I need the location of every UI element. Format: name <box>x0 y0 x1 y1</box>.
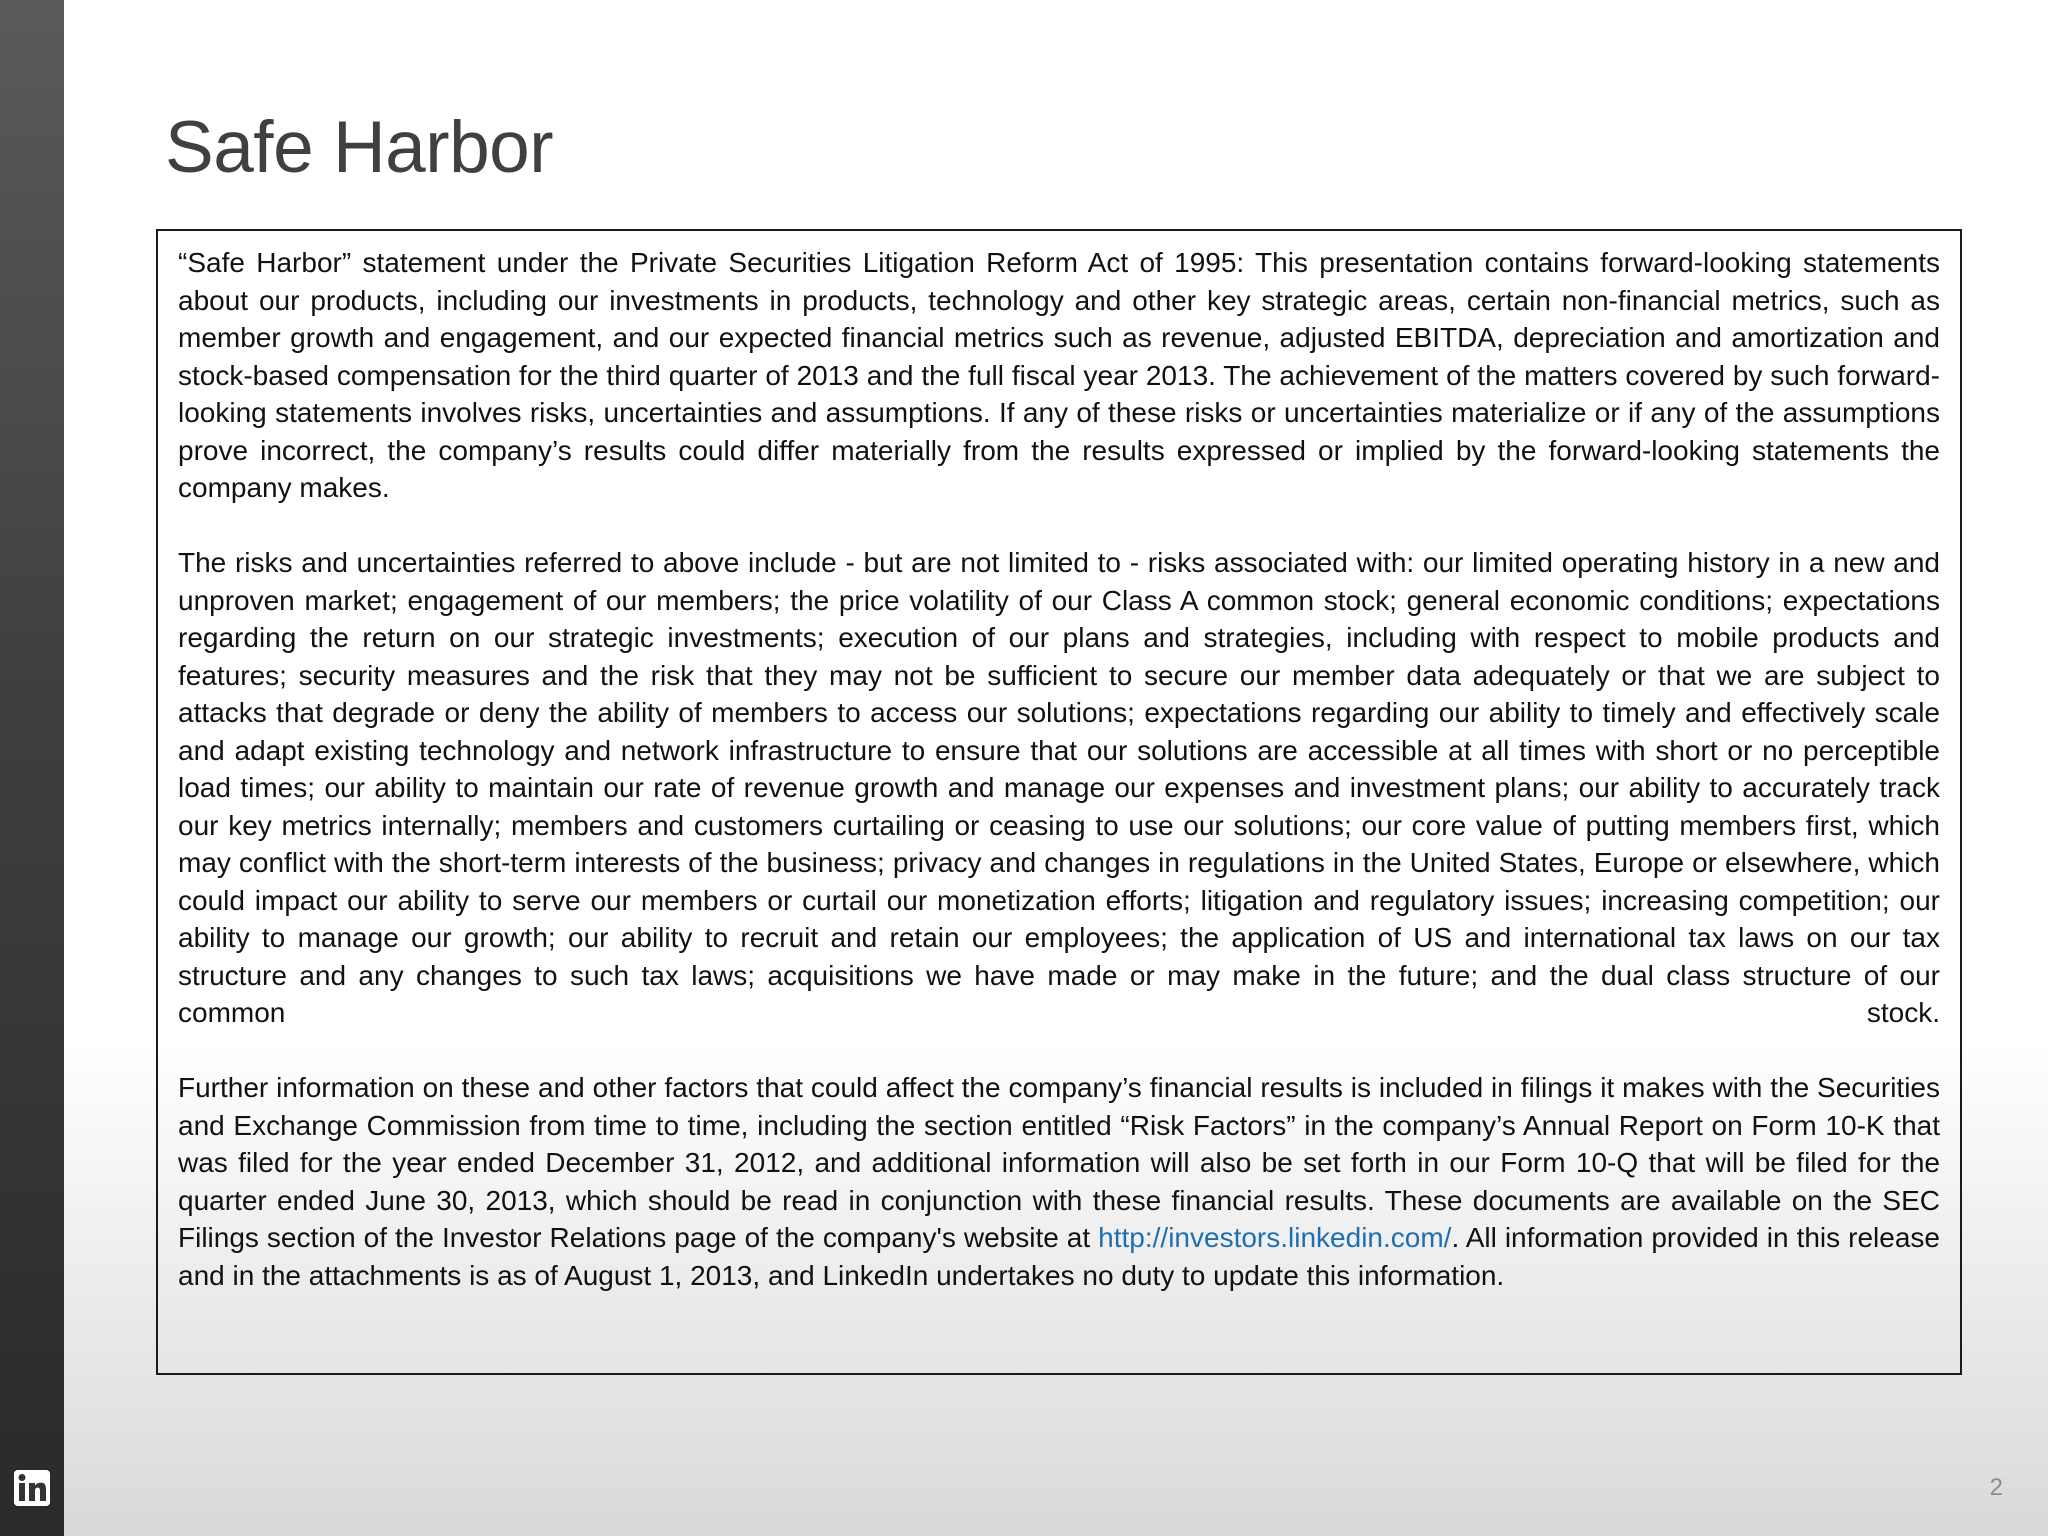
safe-harbor-paragraph-1: “Safe Harbor” statement under the Private Securities Litigation Reform Act of 1995: This presentation contains forward-looking statements about our products, including our investments in products, technology and other key strategic areas, certain non-financial metrics, such as member growth and engagement, and our expected financial metrics such as revenue, adjusted EBITDA, depreciation and amortization and stock-based compensation for the third quarter of 2013 and the full fiscal year 2013. The achievement of the matters covered by such forward-looking statements involves risks, uncertainties and assumptions. If any of these risks or uncertainties materialize or if any of the assumptions prove incorrect, the company’s results could differ materially from the results expressed or implied by the forward-looking statements the company makes. <box>178 247 1940 503</box>
paragraph-3-text-before-link: Further information on these and other factors that could affect the company’s financial results is included in filings it makes with the Securities and Exchange Commission from time to time, including the section entitled “Risk Factors” in the company’s Annual Report on Form 10-K that was filed for the year ended December 31, 2012, and additional information will also be set forth in our Form 10-Q that will be filed for the quarter ended June 30, 2013, which should be read in conjunction with these financial results. These documents are available on the SEC Filings section of the Investor Relations page of the company's website at <box>178 1072 1940 1253</box>
safe-harbor-paragraph-2: The risks and uncertainties referred to above include - but are not limited to - risks associated with: our limited operating history in a new and unproven market; engagement of our members; the price volatility of our Class A common stock; general economic conditions; expectations regarding the return on our strategic investments; execution of our plans and strategies, including with respect to mobile products and features; security measures and the risk that they may not be sufficient to secure our member data adequately or that we are subject to attacks that degrade or deny the ability of members to access our solutions; expectations regarding our ability to timely and effectively scale and adapt existing technology and network infrastructure to ensure that our solutions are accessible at all times with short or no perceptible load times; our ability to maintain our rate of revenue growth and manage our expenses and investment plans; our ability to accurately track our key metrics internally; members and customers curtailing or ceasing to use our solutions; our core value of putting members first, which may conflict with the short-term interests of the business; privacy and changes in regulations in the United States, Europe or elsewhere, which could impact our ability to serve our members or curtail our monetization efforts; litigation and regulatory issues; increasing competition; our ability to manage our growth; our ability to recruit and retain our employees; the application of US and international tax laws on our tax structure and any changes to such tax laws; acquisitions we have made or may make in the future; and the dual class structure of our common stock. <box>178 547 1940 1028</box>
page-title: Safe Harbor <box>165 107 554 188</box>
linkedin-logo-icon <box>14 1470 50 1506</box>
linkedin-logo-glyph <box>14 1470 50 1506</box>
safe-harbor-text-box <box>156 229 1962 1375</box>
investor-relations-link[interactable]: http://investors.linkedin.com/ <box>1098 1222 1452 1253</box>
sidebar-strip <box>0 0 64 1536</box>
page-number: 2 <box>1989 1474 2003 1501</box>
paragraph-3-text-after-link: . All information provided in this release and in the attachments is as of August 1, 2013, and LinkedIn undertakes no duty to update this information. <box>178 1222 1940 1291</box>
safe-harbor-paragraph-3 <box>178 1069 1940 1294</box>
